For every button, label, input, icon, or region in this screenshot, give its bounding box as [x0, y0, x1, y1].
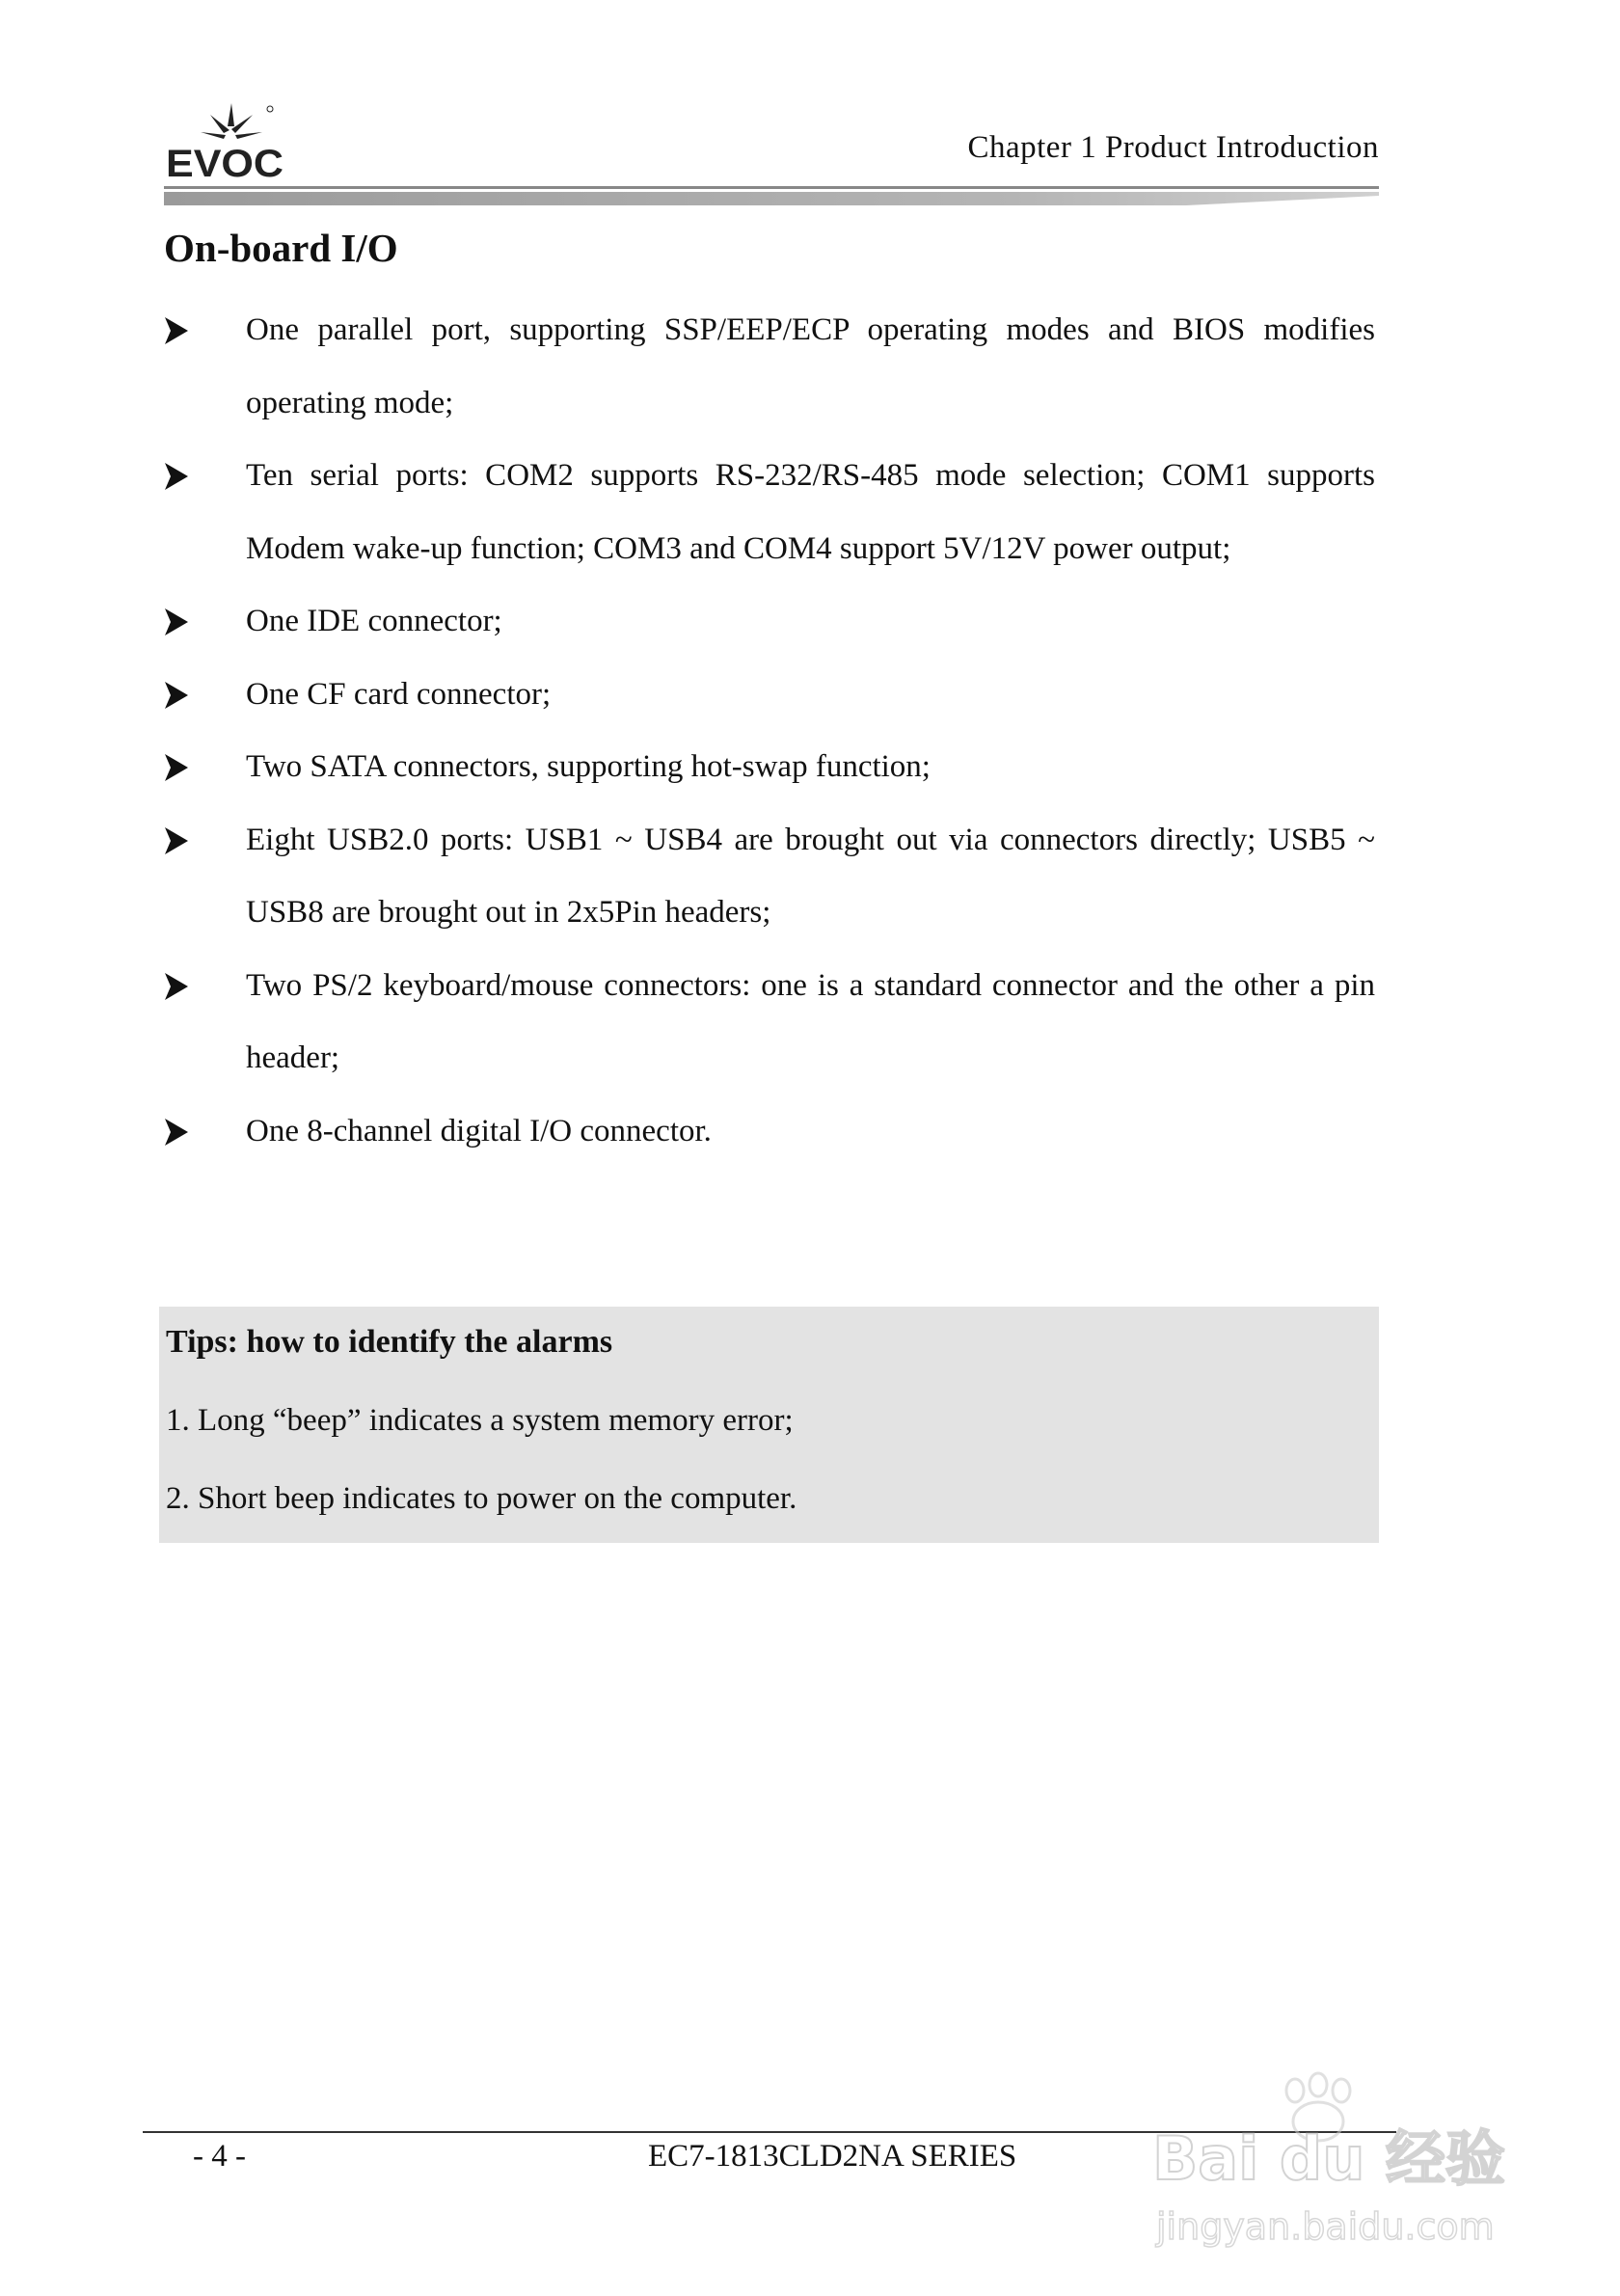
list-item — [164, 950, 1375, 1095]
arrowhead-bullet-icon — [164, 681, 189, 710]
list-item-text: One 8-channel digital I/O connector. — [246, 1113, 712, 1148]
list-item — [164, 294, 1375, 440]
watermark-url: jingyan.baidu.com — [1156, 2205, 1495, 2248]
list-item — [164, 804, 1375, 950]
page-number: - 4 - — [193, 2139, 246, 2174]
arrowhead-bullet-icon — [164, 1118, 189, 1147]
list-item — [164, 731, 1375, 804]
list-item — [164, 585, 1375, 659]
chapter-title: Chapter 1 Product Introduction — [967, 130, 1379, 165]
list-item-text: One parallel port, supporting SSP/EEP/ECP operating modes and BIOS modifies operating mode; — [246, 312, 1375, 420]
arrowhead-bullet-icon — [164, 972, 189, 1001]
arrowhead-bullet-icon — [164, 826, 189, 855]
arrowhead-bullet-icon — [164, 316, 189, 345]
watermark-brand: Bai du 经验 — [1152, 2123, 1506, 2194]
list-item — [164, 440, 1375, 585]
list-item-text: Two PS/2 keyboard/mouse connectors: one is a standard connector and the other a pin header; — [246, 967, 1375, 1075]
section-title: On-board I/O — [164, 226, 398, 270]
list-item-text: One CF card connector; — [246, 676, 552, 712]
list-item-text: Two SATA connectors, supporting hot-swap function; — [246, 749, 931, 784]
series-name: EC7-1813CLD2NA SERIES — [648, 2139, 1017, 2174]
tips-line: 2. Short beep indicates to power on the computer. — [166, 1481, 797, 1516]
header-rule — [164, 184, 1379, 207]
list-item-text: Ten serial ports: COM2 supports RS-232/RS-485 mode selection; COM1 supports Modem wake-up function; COM3 and COM4 support 5V/12V power output; — [246, 458, 1375, 566]
tips-box — [159, 1307, 1379, 1543]
list-item-text: One IDE connector; — [246, 604, 502, 638]
page-header — [164, 101, 1379, 227]
arrowhead-bullet-icon — [164, 753, 189, 782]
logo-text: EVOC — [166, 143, 284, 183]
arrowhead-bullet-icon — [164, 608, 189, 636]
arrowhead-bullet-icon — [164, 462, 189, 491]
list-item — [164, 659, 1375, 732]
tips-line: 1. Long “beep” indicates a system memory error; — [166, 1403, 794, 1438]
list-item-text: Eight USB2.0 ports: USB1 ~ USB4 are brought out via connectors directly; USB5 ~ USB8 are brought out in 2x5Pin headers; — [246, 822, 1375, 930]
feature-list — [164, 294, 1375, 1168]
evoc-logo — [164, 101, 289, 183]
tips-title: Tips: how to identify the alarms — [166, 1324, 613, 1360]
baidu-watermark — [1152, 2064, 1538, 2256]
list-item — [164, 1095, 1375, 1169]
